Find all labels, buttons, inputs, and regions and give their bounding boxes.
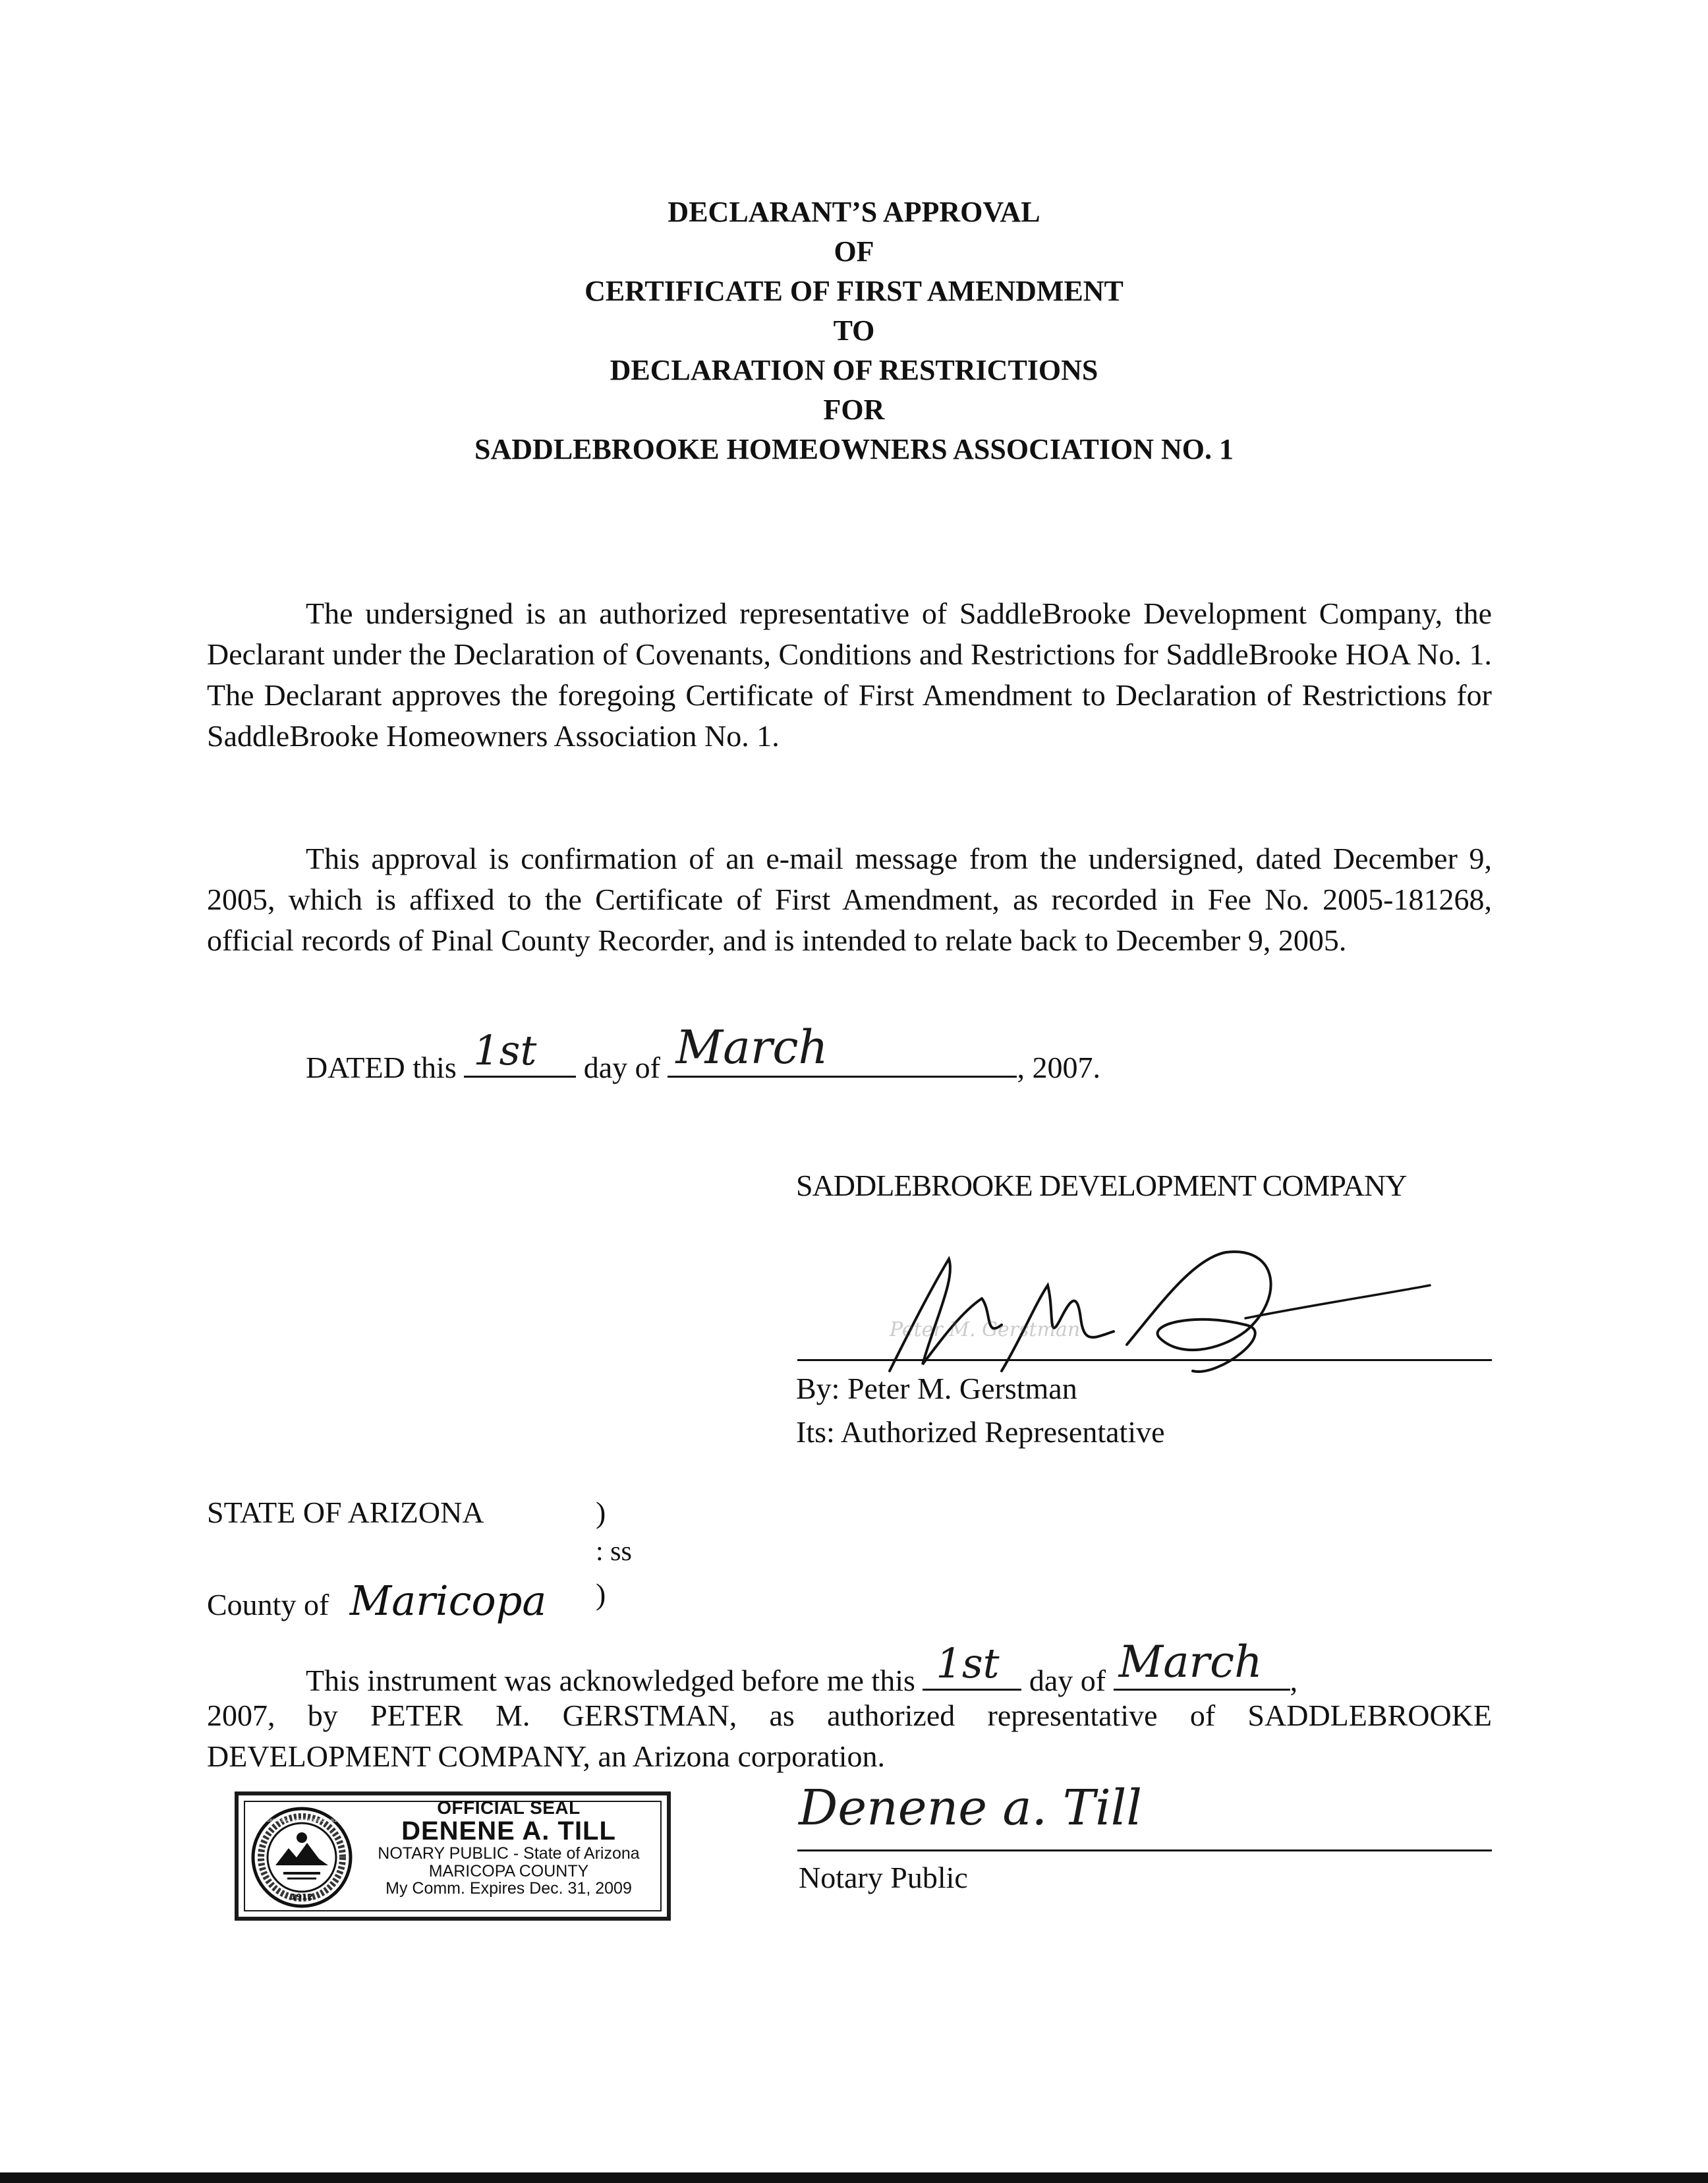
paragraph-text: The undersigned is an authorized representative of SaddleBrooke Development Company, the Declarant under the Declaration of Covenants, Conditions and Restrictions for SaddleBrooke HOA No. 1. The Declarant approves the foregoing Certificate of First Amendment to Declaration of Restrictions for SaddleBrooke Homeowners Association No. 1. — [207, 597, 1492, 753]
paren-open: ) — [596, 1496, 606, 1529]
scan-bottom-edge — [0, 2172, 1708, 2183]
dated-month-handwritten: March — [675, 1020, 828, 1074]
ack-month-blank — [1114, 1637, 1290, 1691]
body-paragraph-2 — [207, 838, 1492, 961]
county-label: County of — [207, 1588, 329, 1621]
by-name: Peter M. Gerstman — [847, 1372, 1077, 1405]
paren-close: ) — [596, 1577, 606, 1611]
notary-signature-line — [797, 1849, 1492, 1851]
county-line — [207, 1577, 546, 1625]
ack-comma: , — [1290, 1664, 1298, 1697]
its-line — [796, 1414, 1165, 1449]
its-label: Its: — [796, 1415, 835, 1449]
ack-day-blank — [923, 1639, 1021, 1691]
dated-prefix: DATED this — [306, 1051, 457, 1084]
seal-emblem-text: THE GREAT SEAL OF THE STATE OF ARIZONA — [257, 1819, 347, 1823]
seal-heading: OFFICIAL SEAL — [437, 1797, 581, 1818]
notary-signature: Denene a. Till — [799, 1780, 1143, 1836]
dated-month-blank — [668, 1020, 1017, 1078]
signature-line — [797, 1359, 1492, 1361]
by-line — [796, 1371, 1077, 1406]
paragraph-text: This approval is confirmation of an e-mail message from the undersigned, dated December 9, 2005, which is affixed to the Certificate of First Amendment, as recorded in Fee No. 2005-181268, official records of Pinal County Recorder, and is intended to relate back to December 9, 2005. — [207, 842, 1492, 957]
state-label: STATE OF ARIZONA — [207, 1496, 484, 1529]
seal-text-block — [355, 1798, 663, 1897]
seal-line-3: My Comm. Expires Dec. 31, 2009 — [385, 1878, 632, 1898]
acknowledgment-line-3: DEVELOPMENT COMPANY, an Arizona corporation. — [207, 1739, 885, 1773]
title-line: CERTIFICATE OF FIRST AMENDMENT — [584, 275, 1124, 307]
dated-line — [306, 1020, 1100, 1085]
official-seal-stamp — [235, 1791, 671, 1921]
county-handwritten: Maricopa — [349, 1577, 547, 1625]
dated-day-blank — [464, 1026, 576, 1078]
arizona-seal-emblem-icon — [249, 1805, 355, 1910]
its-value: Authorized Representative — [840, 1415, 1165, 1449]
title-line: DECLARANT’S APPROVAL — [668, 196, 1040, 228]
signature-name: Peter M. Gerstman — [890, 1318, 1081, 1341]
title-line: OF — [834, 235, 874, 268]
ack-day-handwritten: 1st — [936, 1639, 1000, 1687]
dated-suffix: , 2007. — [1017, 1051, 1100, 1084]
ss-label: : ss — [596, 1536, 632, 1567]
company-name: SADDLEBROOKE DEVELOPMENT COMPANY — [796, 1169, 1407, 1202]
notary-label: Notary Public — [799, 1861, 968, 1894]
title-line: FOR — [823, 393, 885, 426]
body-paragraph-1 — [207, 593, 1492, 757]
seal-emblem-year: 1912 — [291, 1892, 313, 1902]
document-title — [0, 192, 1708, 469]
seal-line-2: MARICOPA COUNTY — [428, 1861, 589, 1880]
acknowledgment-line-1 — [306, 1637, 1298, 1698]
by-label: By: — [796, 1372, 840, 1405]
dated-middle: day of — [583, 1051, 660, 1084]
title-line: TO — [833, 314, 875, 347]
title-line: SADDLEBROOKE HOMEOWNERS ASSOCIATION NO. 1 — [474, 433, 1234, 465]
ack-month-handwritten: March — [1118, 1637, 1263, 1687]
dated-day-handwritten: 1st — [473, 1026, 537, 1074]
seal-name: DENENE A. TILL — [401, 1817, 616, 1846]
ack-middle: day of — [1029, 1664, 1106, 1697]
seal-line-1: NOTARY PUBLIC - State of Arizona — [378, 1844, 640, 1863]
title-line: DECLARATION OF RESTRICTIONS — [610, 354, 1098, 386]
acknowledgment-line-2: 2007, by PETER M. GERSTMAN, as authorized representative of SADDLEBROOKE — [207, 1699, 1492, 1732]
ack-prefix: This instrument was acknowledged before me this — [306, 1664, 915, 1697]
